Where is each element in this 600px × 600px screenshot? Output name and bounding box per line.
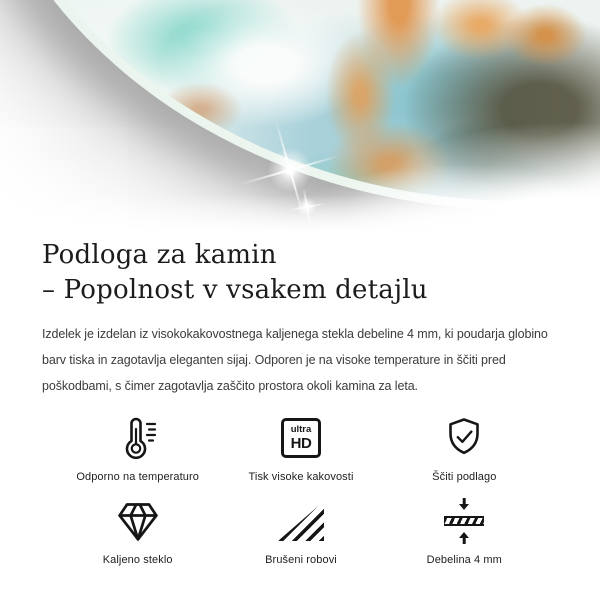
ultra-hd-text-top: ultra (290, 424, 312, 436)
page-title-line2: – Popolnost v vsakem detajlu (42, 275, 428, 305)
feature-label: Odporno na temperaturo (76, 471, 199, 483)
feature-grid (42, 413, 560, 566)
ultra-hd-box (281, 418, 321, 458)
arrow-up-icon (458, 530, 470, 544)
hero-product-image (0, 0, 600, 232)
feature-tempered-glass (56, 496, 219, 566)
feature-protection (383, 413, 546, 483)
brushed-edges-triangle (278, 501, 324, 541)
feature-temperature (56, 413, 219, 483)
feature-label: Debelina 4 mm (426, 554, 502, 566)
thickness-diagram (441, 498, 487, 544)
shield-check-icon (440, 413, 488, 463)
product-description-text: Izdelek je izdelan iz visokokakovostnega kaljenega stekla debeline 4 mm, ki poudarja globino barv tiska in zagotavlja eleganten sijaj. Odporen je na visoke temperature in ščiti pred poškodbami, s čimer zagotavlja zaščito prostora okoli kamina za leta. (42, 327, 548, 393)
brushed-edges-icon (278, 496, 324, 546)
product-description-section (0, 238, 600, 566)
page-title-line1: Podloga za kamin (42, 240, 277, 270)
feature-print-quality (219, 413, 382, 483)
ultra-hd-icon (281, 413, 321, 463)
arrow-down-icon (458, 498, 470, 512)
diamond-icon (116, 496, 160, 546)
feature-label: Kaljeno steklo (102, 554, 173, 566)
feature-label: Tisk visoke kakovosti (248, 471, 354, 483)
feature-label: Ščiti podlago (432, 471, 497, 483)
thermometer-icon (114, 413, 162, 463)
feature-thickness (383, 496, 546, 566)
sparkle-core (295, 195, 318, 218)
sparkle-glint-small-icon (285, 185, 329, 229)
ultra-hd-text-bottom: HD (290, 434, 312, 452)
thickness-arrows-icon (441, 496, 487, 546)
page-title (42, 238, 560, 308)
glass-thickness-bar (444, 516, 484, 526)
feature-brushed-edges (219, 496, 382, 566)
feature-label: Brušeni robovi (265, 554, 337, 566)
